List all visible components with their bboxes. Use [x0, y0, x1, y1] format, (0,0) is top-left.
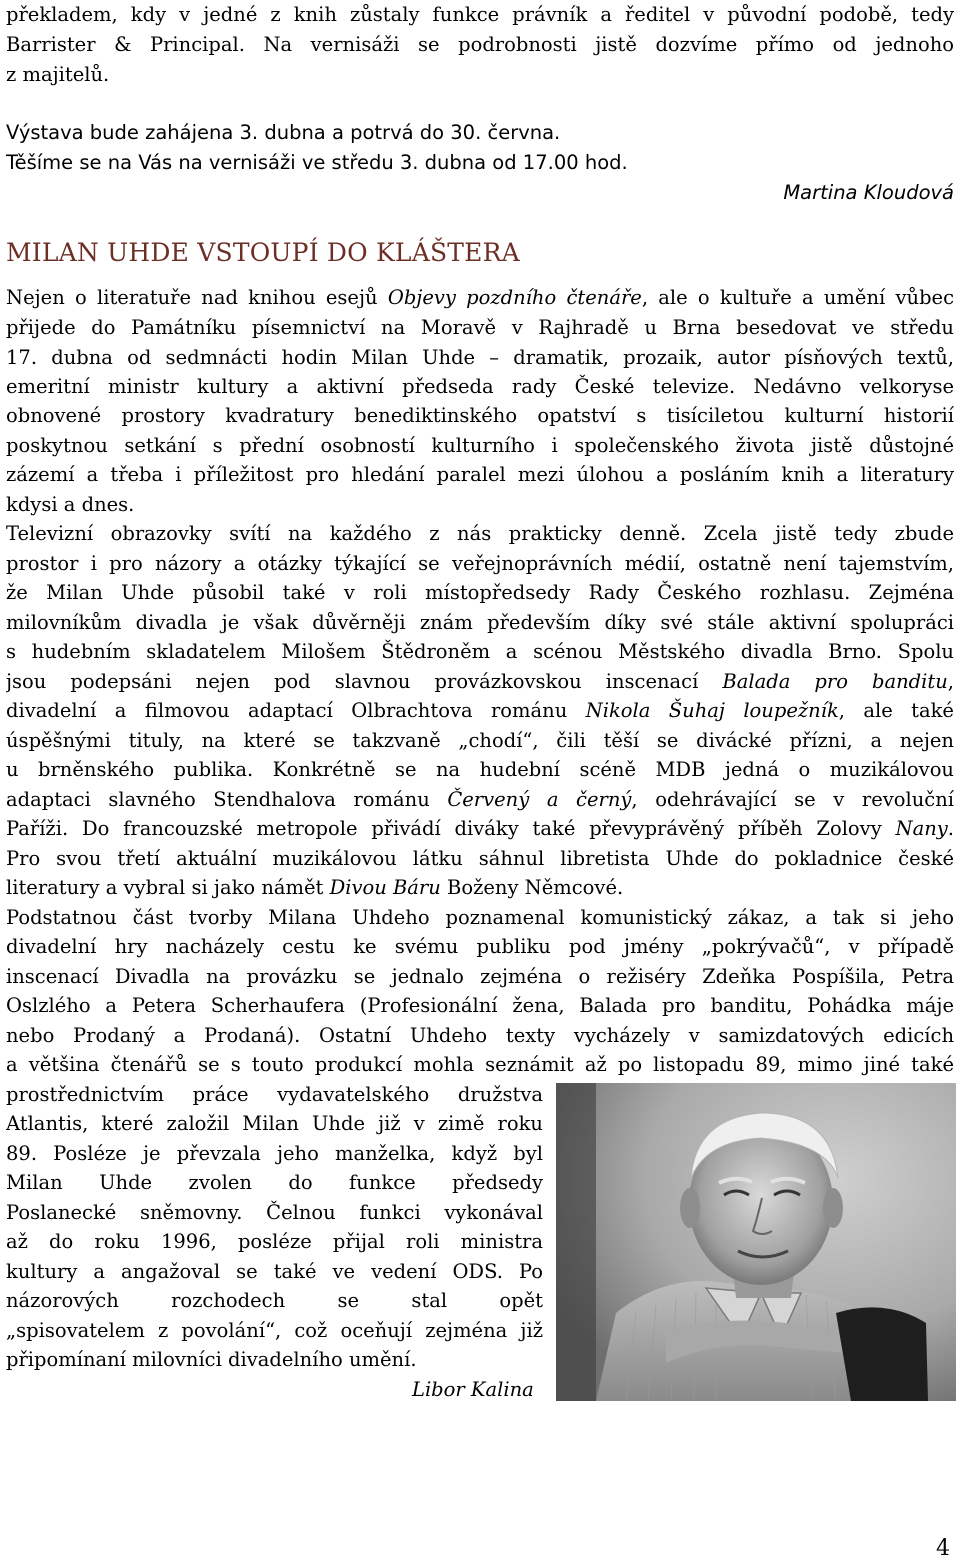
paragraph-line: obnovené prostory kvadratury benediktinského opatství s tisíciletou kulturní historií	[6, 404, 954, 427]
article-author: Libor Kalina	[412, 1378, 534, 1401]
paragraph-line: připomínaní milovníci divadelního umění.	[6, 1348, 417, 1371]
work-title: Nany	[895, 817, 948, 840]
paragraph-line: Podstatnou část tvorby Milana Uhdeho poznamenal komunistický zákaz, a tak si jeho	[6, 906, 954, 929]
paragraph-line: nebo Prodaný a Prodaná). Ostatní Uhdeho texty vycházely v samizdatových edicích	[6, 1024, 954, 1047]
work-title: Červený a černý	[447, 788, 632, 811]
exhibition-dates: Výstava bude zahájena 3. dubna a potrvá do 30. června.	[6, 121, 561, 144]
paragraph-line: názorových rozchodech se stal opět	[6, 1289, 543, 1312]
article-heading: MILAN UHDE VSTOUPÍ DO KLÁŠTERA	[6, 238, 520, 267]
paragraph-line: Oslzlého a Petera Scherhaufera (Profesionální žena, Balada pro banditu, Pohádka máje	[6, 994, 954, 1017]
paragraph-line: Nejen o literatuře nad knihou esejů Objevy pozdního čtenáře, ale o kultuře a umění vůbec	[6, 286, 954, 309]
paragraph-line: jsou podepsáni nejen pod slavnou provázkovskou inscenací Balada pro banditu,	[6, 670, 954, 693]
paragraph-line: úspěšnými tituly, na které se takzvaně „chodí“, čili těší se divácké přízni, a nejen	[6, 729, 954, 752]
paragraph-line: prostřednictvím práce vydavatelského družstva	[6, 1083, 543, 1106]
paragraph-line: literatury a vybral si jako námět Divou Báru Boženy Němcové.	[6, 876, 624, 899]
work-title: Divou Báru	[329, 876, 441, 899]
paragraph-line: Paříži. Do francouzské metropole přivádí diváky také převyprávěný příběh Zolovy Nany.	[6, 817, 954, 840]
paragraph-line: Pro svou třetí aktuální muzikálovou látku sáhnul libretista Uhde do pokladnice české	[6, 847, 954, 870]
intro-line: překladem, kdy v jedné z knih zůstaly funkce právník a ředitel v původní podobě, tedy	[6, 3, 954, 26]
author-signature: Martina Kloudová	[783, 181, 954, 204]
paragraph-line: kultury a angažoval se také ve vedení ODS. Po	[6, 1260, 543, 1283]
paragraph-line: přijede do Památníku písemnictví na Moravě v Rajhradě u Brna besedovat ve středu	[6, 316, 954, 339]
intro-line: z majitelů.	[6, 63, 110, 86]
work-title: Balada pro banditu	[722, 670, 948, 693]
vernissage-invite: Těšíme se na Vás na vernisáži ve středu 3. dubna od 17.00 hod.	[6, 151, 628, 174]
paragraph-line: divadelní a filmovou adaptací Olbrachtova románu Nikola Šuhaj loupežník, ale také	[6, 699, 954, 722]
paragraph-line: kdysi a dnes.	[6, 493, 135, 516]
paragraph-line: 17. dubna od sedmnácti hodin Milan Uhde – dramatik, prozaik, autor písňových textů,	[6, 346, 954, 369]
paragraph-line: u brněnského publika. Konkrétně se na hudební scéně MDB jedná o muzikálovou	[6, 758, 954, 781]
paragraph-line: Atlantis, které založil Milan Uhde již v zimě roku	[6, 1112, 543, 1135]
paragraph-line: emeritní ministr kultury a aktivní předseda rady České televize. Nedávno velkoryse	[6, 375, 954, 398]
paragraph-line: zázemí a třeba i příležitost pro hledání paralel mezi úlohou a posláním knih a literatury	[6, 463, 954, 486]
paragraph-line: divadelní hry nacházely cestu ke svému publiku pod jmény „pokrývačů“, v případě	[6, 935, 954, 958]
paragraph-line: a většina čtenářů se s touto produkcí mohla seznámit až po listopadu 89, mimo jiné také	[6, 1053, 954, 1076]
paragraph-line: že Milan Uhde působil také v roli místopředsedy Rady Českého rozhlasu. Zejména	[6, 581, 954, 604]
page-number: 4	[936, 1536, 950, 1561]
paragraph-line: prostor i pro názory a otázky týkající se veřejnoprávních médií, ostatně není tajemstvím,	[6, 552, 954, 575]
paragraph-line: inscenací Divadla na provázku se jednalo zejména o režiséry Zdeňka Pospíšila, Petra	[6, 965, 954, 988]
paragraph-line: Milan Uhde zvolen do funkce předsedy	[6, 1171, 543, 1194]
paragraph-line: poskytnou setkání s přední osobností kulturního i společenského života jistě důstojné	[6, 434, 954, 457]
work-title: Nikola Šuhaj loupežník	[585, 699, 839, 722]
paragraph-line: 89. Posléze je převzala jeho manželka, když byl	[6, 1142, 543, 1165]
paragraph-line: adaptaci slavného Stendhalova románu Červený a černý, odehrávající se v revoluční	[6, 788, 954, 811]
intro-line: Barrister & Principal. Na vernisáži se podrobnosti jistě dozvíme přímo od jednoho	[6, 33, 954, 56]
book-title: Objevy pozdního čtenáře	[387, 286, 642, 309]
paragraph-line: s hudebním skladatelem Milošem Štědroněm a scénou Městského divadla Brno. Spolu	[6, 640, 954, 663]
paragraph-line: Poslanecké sněmovny. Čelnou funkci vykonával	[6, 1201, 543, 1224]
paragraph-line: milovníkům divadla je však důvěrněji znám především díky své stále aktivní spolupráci	[6, 611, 954, 634]
paragraph-line: „spisovatelem z povolání“, což oceňují zejména již	[6, 1319, 543, 1342]
portrait-photo	[556, 1083, 956, 1401]
paragraph-line: Televizní obrazovky svítí na každého z nás prakticky denně. Zcela jistě tedy zbude	[6, 522, 954, 545]
paragraph-line: až do roku 1996, posléze přijal roli ministra	[6, 1230, 543, 1253]
